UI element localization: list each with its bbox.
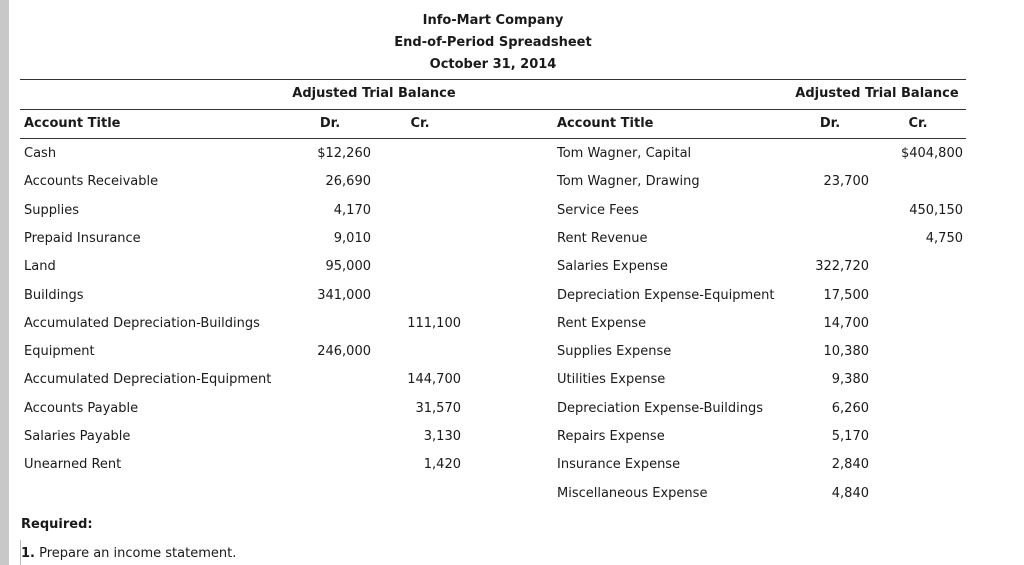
left-credit-amount: 111,100 [407,316,461,331]
right-account-title: Rent Expense [557,316,647,331]
right-debit-amount: 5,170 [831,429,869,444]
left-credit-amount: 31,570 [415,401,461,416]
left-account-title: Accounts Payable [24,401,139,416]
right-account-title: Rent Revenue [557,231,648,246]
required-item-1 [21,546,236,561]
right-debit-amount: 10,380 [823,344,869,359]
right-account-title: Depreciation Expense-Buildings [557,401,763,416]
right-account-title: Tom Wagner, Capital [557,146,692,161]
left-account-title: Buildings [24,288,84,303]
left-account-title: Equipment [24,344,95,359]
account-title-header-left: Account Title [24,116,121,131]
left-debit-amount: 95,000 [325,259,371,274]
right-debit-amount: 6,260 [831,401,869,416]
left-account-title: Cash [24,146,57,161]
header-rule [20,138,966,139]
left-account-title: Accumulated Depreciation-Equipment [24,372,272,387]
left-account-title: Supplies [24,203,79,218]
right-account-title: Service Fees [557,203,639,218]
required-heading: Required: [21,517,93,532]
left-credit-amount: 144,700 [407,372,461,387]
left-debit-amount: $12,260 [317,146,371,161]
dr-header-right: Dr. [819,116,841,131]
right-account-title: Tom Wagner, Drawing [557,174,700,189]
cr-header-right: Cr. [908,116,928,131]
right-debit-amount: 322,720 [815,259,869,274]
left-debit-amount: 246,000 [317,344,371,359]
group-header-left: Adjusted Trial Balance [292,86,456,101]
right-debit-amount: 17,500 [823,288,869,303]
spreadsheet-date: October 31, 2014 [429,57,557,72]
company-name: Info-Mart Company [422,13,564,28]
dr-header-left: Dr. [319,116,341,131]
right-account-title: Repairs Expense [557,429,665,444]
left-account-title: Unearned Rent [24,457,122,472]
left-debit-amount: 341,000 [317,288,371,303]
spreadsheet-title: End-of-Period Spreadsheet [394,35,592,50]
group-header-right: Adjusted Trial Balance [795,86,959,101]
right-credit-amount: 450,150 [909,203,963,218]
right-account-title: Depreciation Expense-Equipment [557,288,775,303]
left-scroll-strip [0,0,9,565]
left-account-title: Salaries Payable [24,429,131,444]
left-debit-amount: 26,690 [325,174,371,189]
left-debit-amount: 9,010 [333,231,371,246]
left-debit-amount: 4,170 [333,203,371,218]
left-account-title: Accounts Receivable [24,174,159,189]
right-account-title: Utilities Expense [557,372,666,387]
right-account-title: Miscellaneous Expense [557,486,708,501]
cr-header-left: Cr. [410,116,430,131]
right-credit-amount: 4,750 [925,231,963,246]
left-credit-amount: 1,420 [423,457,461,472]
right-credit-amount: $404,800 [900,146,963,161]
account-title-header-right: Account Title [557,116,654,131]
right-account-title: Supplies Expense [557,344,672,359]
right-debit-amount: 9,380 [831,372,869,387]
left-credit-amount: 3,130 [423,429,461,444]
required-item-number: 1. [21,546,35,561]
right-debit-amount: 23,700 [823,174,869,189]
right-account-title: Salaries Expense [557,259,668,274]
top-rule [20,79,966,80]
right-debit-amount: 14,700 [823,316,869,331]
right-debit-amount: 2,840 [831,457,869,472]
left-account-title: Prepaid Insurance [24,231,141,246]
right-account-title: Insurance Expense [557,457,681,472]
required-item-text: Prepare an income statement. [39,546,237,561]
left-account-title: Land [24,259,56,274]
group-rule [20,109,966,110]
right-debit-amount: 4,840 [831,486,869,501]
left-account-title: Accumulated Depreciation-Buildings [24,316,260,331]
